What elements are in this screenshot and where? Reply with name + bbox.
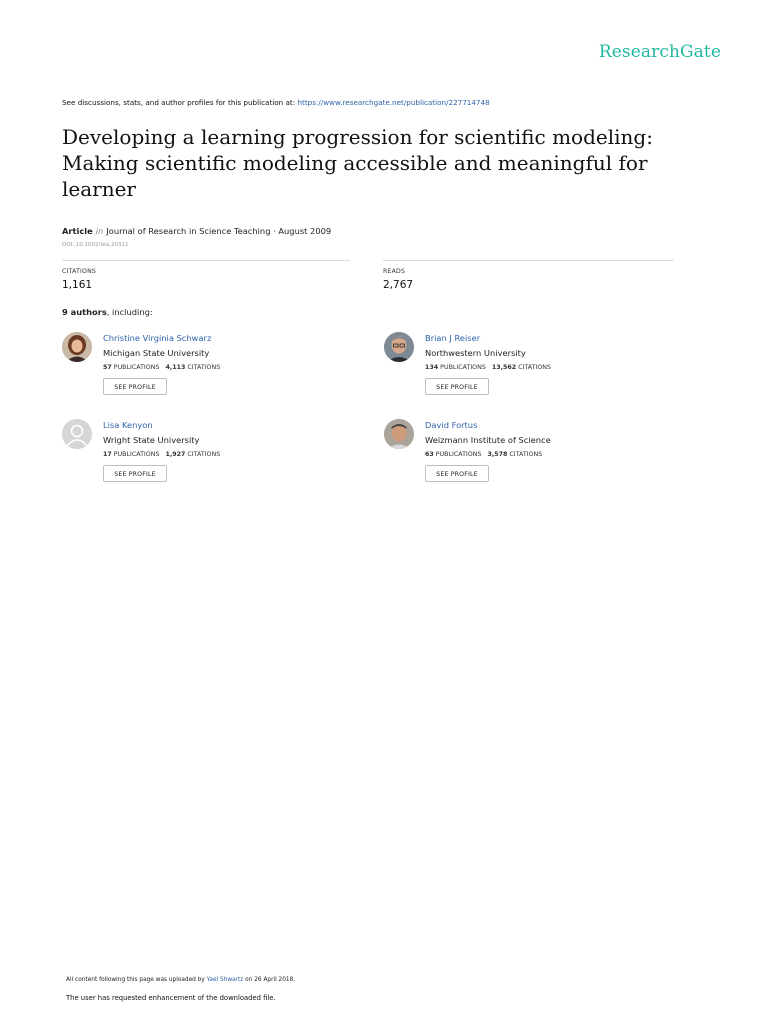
publications-count: 17	[103, 451, 112, 458]
citations-divider	[62, 260, 350, 261]
in-label: in	[95, 226, 104, 236]
article-type: Article	[62, 226, 93, 236]
author-photo-icon	[384, 419, 414, 449]
author-institution: Wright State University	[103, 435, 200, 445]
citations-count: 3,578	[487, 451, 508, 458]
publication-link[interactable]: https://www.researchgate.net/publication/227714748	[297, 98, 490, 107]
journal-name[interactable]: Journal of Research in Science Teaching · August 2009	[106, 226, 332, 236]
avatar[interactable]	[62, 332, 92, 362]
avatar[interactable]	[384, 419, 414, 449]
reads-label: READS	[383, 268, 406, 275]
citations-count: 1,927	[165, 451, 186, 458]
uploader-link[interactable]: Yael Shwartz	[206, 977, 244, 983]
publications-count: 63	[425, 451, 434, 458]
see-profile-button[interactable]: SEE PROFILE	[103, 378, 167, 395]
see-profile-button[interactable]: SEE PROFILE	[425, 465, 489, 482]
author-card	[384, 419, 704, 499]
citations-count: 4,113	[165, 364, 186, 371]
doi: DOI: 10.1002/tea.20311	[62, 242, 129, 248]
reads-value: 2,767	[383, 279, 414, 291]
authors-suffix: , including:	[106, 307, 153, 317]
author-card	[62, 332, 382, 412]
publications-label: PUBLICATIONS	[113, 451, 160, 458]
discussion-prefix: See discussions, stats, and author profiles for this publication at:	[62, 98, 298, 107]
author-institution: Weizmann Institute of Science	[425, 435, 551, 445]
author-name[interactable]: Lisa Kenyon	[103, 420, 153, 430]
citations-label: CITATIONS	[62, 268, 97, 275]
publications-label: PUBLICATIONS	[113, 364, 160, 371]
upload-suffix: on 26 April 2018.	[243, 977, 296, 983]
default-user-icon	[62, 419, 92, 449]
author-stats	[103, 364, 220, 371]
citations-label: CITATIONS	[518, 364, 551, 371]
citations-count: 13,562	[491, 364, 517, 371]
author-name[interactable]: Christine Virginia Schwarz	[103, 333, 212, 343]
author-name[interactable]: David Fortus	[425, 420, 478, 430]
author-card	[384, 332, 704, 412]
page-title: Developing a learning progression for scientific modeling: Making scientific modeling accessible and meaningful for learner	[62, 125, 653, 201]
author-stats	[425, 451, 542, 458]
avatar[interactable]	[62, 419, 92, 449]
author-card	[62, 419, 382, 499]
author-stats	[103, 451, 220, 458]
author-stats	[425, 364, 551, 371]
publications-count: 57	[103, 364, 112, 371]
researchgate-logo[interactable]: ResearchGate	[598, 42, 721, 62]
publications-label: PUBLICATIONS	[440, 364, 486, 371]
publications-label: PUBLICATIONS	[435, 451, 482, 458]
see-profile-button[interactable]: SEE PROFILE	[103, 465, 167, 482]
avatar[interactable]	[384, 332, 414, 362]
upload-prefix: All content following this page was uploaded by	[66, 977, 207, 983]
reads-divider	[383, 260, 674, 261]
article-meta	[62, 226, 331, 236]
enhancement-note: The user has requested enhancement of the downloaded file.	[66, 994, 276, 1002]
discussion-line	[62, 98, 490, 107]
publications-count: 134	[425, 364, 439, 371]
upload-note	[66, 977, 295, 983]
citations-label: CITATIONS	[187, 364, 221, 371]
see-profile-button[interactable]: SEE PROFILE	[425, 378, 489, 395]
citations-label: CITATIONS	[509, 451, 543, 458]
author-name[interactable]: Brian J Reiser	[425, 333, 481, 343]
author-photo-icon	[62, 332, 92, 362]
authors-count: 9 authors	[62, 307, 107, 317]
authors-header	[62, 307, 153, 317]
author-institution: Northwestern University	[425, 348, 526, 358]
author-photo-icon	[384, 332, 414, 362]
citations-value: 1,161	[62, 279, 93, 291]
author-institution: Michigan State University	[103, 348, 210, 358]
citations-label: CITATIONS	[187, 451, 221, 458]
